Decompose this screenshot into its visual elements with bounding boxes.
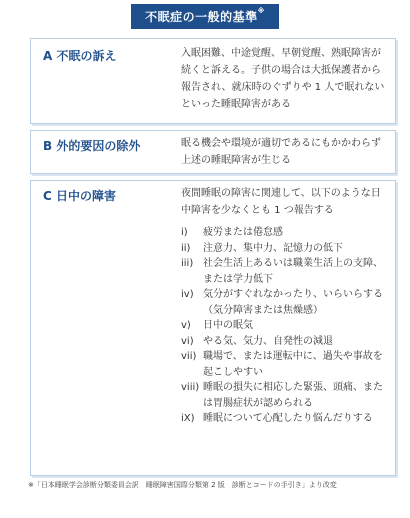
list-item-number: vii): [181, 351, 197, 362]
criterion-c-intro: 夜間睡眠の障害に関連して、以下のような日中障害を少なくとも 1 つ報告する: [181, 188, 381, 216]
criterion-b-card: [30, 130, 396, 174]
criterion-a-text: 入眠困難、中途覚醒、早朝覚醒、熟眠障害が続くと訴える。子供の場合は大抵保護者から報告され、就床時のぐずりや 1 人で眠れないといった睡眠障害がある: [181, 48, 385, 110]
list-item-text: 注意力、集中力、記憶力の低下: [203, 242, 343, 254]
criterion-c-card: [30, 180, 396, 476]
list-item: [181, 334, 389, 350]
list-item: [181, 380, 389, 411]
list-item-number: i): [181, 227, 188, 238]
list-item-number: ii): [181, 242, 191, 254]
list-item: [181, 241, 389, 257]
criterion-a-card: [30, 38, 396, 124]
list-item-text: 睡眠の損失に相応した緊張、頭痛、または胃腸症状が認められる: [203, 382, 383, 409]
list-item: [181, 256, 389, 287]
list-item-text: 気分がすぐれなかったり、いらいらする（気分障害または焦燥感）: [203, 289, 383, 316]
list-item-number: iv): [181, 289, 194, 300]
criterion-b-heading: B 外的要因の除外: [43, 139, 141, 153]
title-footnote-mark: ※: [257, 7, 265, 15]
list-item-number: viii): [181, 382, 200, 393]
list-item-text: 疲労または倦怠感: [203, 227, 283, 238]
list-item: [181, 411, 389, 427]
list-item-text: 睡眠について心配したり悩んだりする: [203, 413, 373, 424]
list-item-text: 職場で、または運転中に、過失や事故を起こしやすい: [203, 351, 383, 378]
list-item-text: やる気、気力、自発性の減退: [203, 335, 333, 347]
criterion-c-body: [181, 185, 389, 427]
list-item-number: v): [181, 320, 191, 331]
list-item-number: iii): [181, 258, 194, 269]
daytime-impairment-list: [181, 225, 389, 427]
list-item: [181, 318, 389, 334]
source-footnote: ※「日本睡眠学会診断分類委員会訳 睡眠障害国際分類第 2 版 診断とコードの手引き」より改変: [28, 481, 337, 489]
list-item: [181, 287, 389, 318]
list-item-text: 社会生活上あるいは職業生活上の支障、または学力低下: [203, 258, 383, 285]
page-title: [131, 4, 279, 29]
list-item-number: vi): [181, 335, 194, 347]
list-item: [181, 225, 389, 241]
criterion-c-heading: C 日中の障害: [43, 189, 116, 203]
list-item-number: iX): [181, 413, 195, 424]
page-title-text: 不眠症の一般的基準: [145, 10, 258, 24]
criterion-b-text: 眠る機会や環境が適切であるにもかかわらず上述の睡眠障害が生じる: [181, 138, 381, 166]
criterion-a-heading: A 不眠の訴え: [43, 49, 117, 63]
list-item-text: 日中の眠気: [203, 320, 253, 331]
list-item: [181, 349, 389, 380]
title-area: [0, 4, 410, 29]
